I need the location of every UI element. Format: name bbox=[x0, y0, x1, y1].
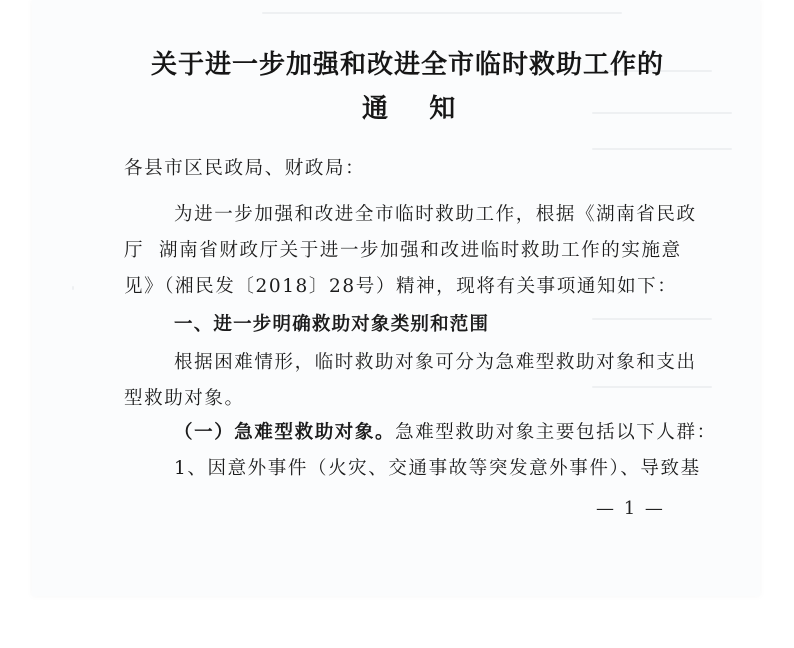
subsection-1-line bbox=[174, 418, 717, 444]
addressee-line: 各县市区民政局、财政局： bbox=[124, 158, 366, 179]
subsection-1-heading: （一）急难型救助对象。 bbox=[174, 422, 396, 443]
bleed-through-mark bbox=[262, 12, 622, 14]
subsection-1-text: 急难型救助对象主要包括以下人群： bbox=[395, 422, 717, 443]
list-item-1: 1、因意外事件（火灾、交通事故等突发意外事件）、导致基 bbox=[174, 458, 701, 479]
bleed-through-mark bbox=[592, 386, 712, 388]
paragraph-1-line-3: 见》（湘民发〔2018〕28号）精神，现将有关事项通知如下： bbox=[124, 276, 678, 297]
paragraph-2-line-2: 型救助对象。 bbox=[124, 388, 245, 409]
bleed-through-mark bbox=[592, 112, 732, 114]
paragraph-1-line-2: 厅 湖南省财政厅关于进一步加强和改进临时救助工作的实施意 bbox=[124, 240, 682, 261]
document-title-line-2: 通 知 bbox=[362, 94, 457, 124]
document-title-line-1: 关于进一步加强和改进全市临时救助工作的 bbox=[151, 50, 665, 80]
page-number: — 1 — bbox=[596, 498, 665, 519]
bleed-through-mark bbox=[72, 286, 74, 290]
section-heading-1: 一、进一步明确救助对象类别和范围 bbox=[174, 314, 490, 335]
paragraph-1-line-1: 为进一步加强和改进全市临时救助工作，根据《湖南省民政 bbox=[174, 204, 697, 225]
paragraph-2-line-1: 根据困难情形，临时救助对象可分为急难型救助对象和支出 bbox=[174, 352, 697, 373]
bleed-through-mark bbox=[592, 318, 712, 320]
bleed-through-mark bbox=[592, 148, 732, 150]
